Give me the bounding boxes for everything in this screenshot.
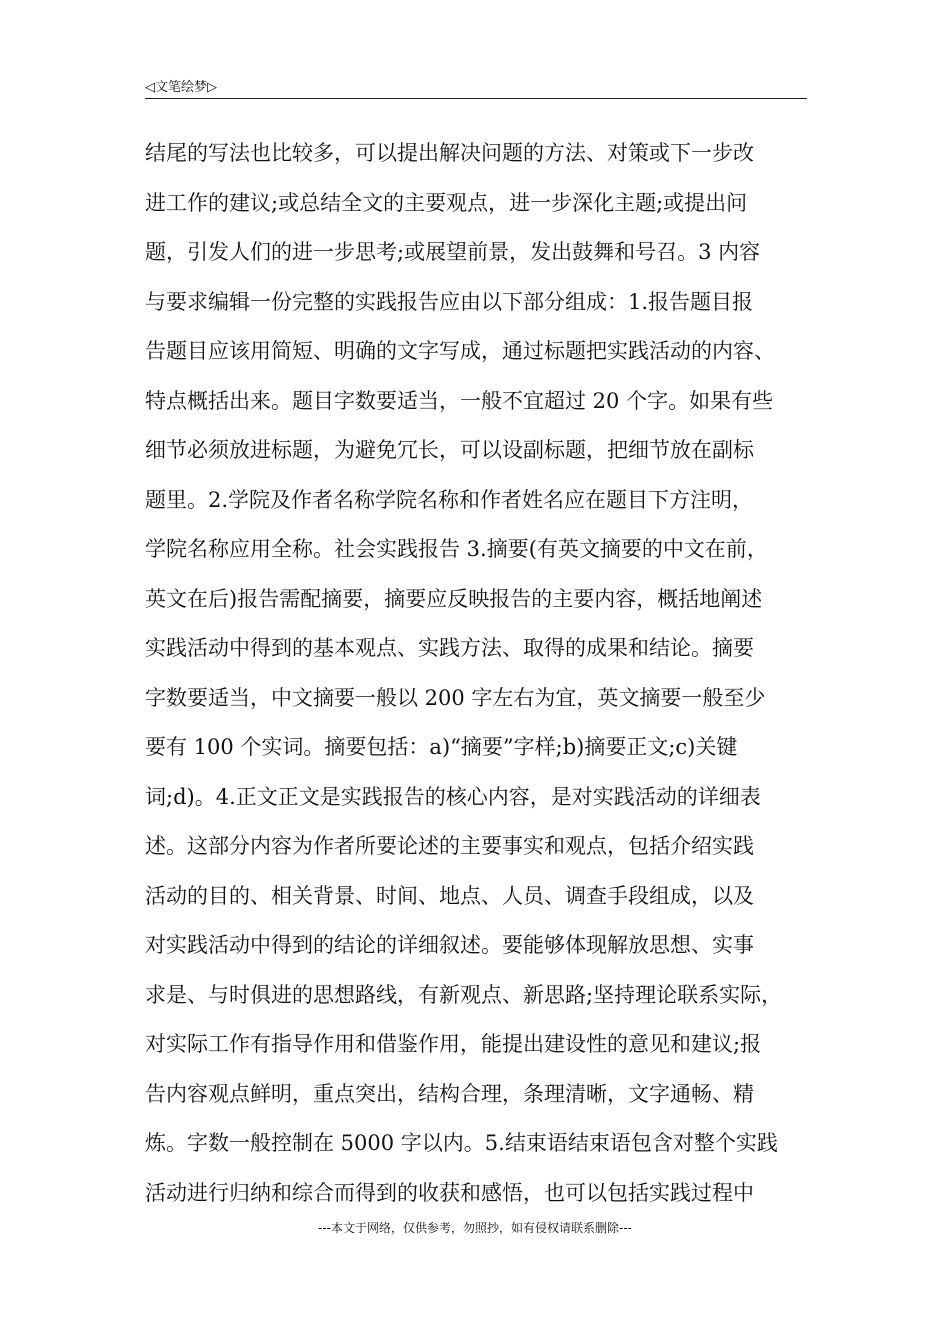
text-line: 告题目应该用简短、明确的文字写成，通过标题把实践活动的内容、 xyxy=(145,339,775,363)
text-line: 活动进行归纳和综合而得到的收获和感悟，也可以包括实践过程中 xyxy=(145,1180,754,1205)
page-header xyxy=(145,74,807,99)
header-title: ◁文笔绘梦▷ xyxy=(145,80,217,95)
text-line: 告内容观点鲜明，重点突出，结构合理，条理清晰，文字通畅、精 xyxy=(145,1081,754,1106)
text-line: 进工作的建议;或总结全文的主要观点，进一步深化主题;或提出问 xyxy=(145,190,748,215)
text-line: 词;d)。4.正文正文是实践报告的核心内容，是对实践活动的详细表 xyxy=(145,784,761,809)
text-line: 结尾的写法也比较多，可以提出解决问题的方法、对策或下一步改 xyxy=(145,141,754,165)
text-line: 对实践活动中得到的结论的详细叙述。要能够体现解放思想、实事 xyxy=(145,933,754,957)
text-line: 题里。2.学院及作者名称学院名称和作者姓名应在题目下方注明， xyxy=(145,487,754,512)
text-line: 英文在后)报告需配摘要，摘要应反映报告的主要内容，概括地阐述 xyxy=(145,586,763,611)
text-line: 与要求编辑一份完整的实践报告应由以下部分组成：1.报告题目报 xyxy=(145,289,754,314)
page-footer: ---本文于网络，仅供参考，勿照抄，如有侵权请联系删除--- xyxy=(318,1221,632,1235)
text-line: 题，引发人们的进一步思考;或展望前景，发出鼓舞和号召。3 内容 xyxy=(145,240,761,264)
text-line: 炼。字数一般控制在 5000 字以内。5.结束语结束语包含对整个实践 xyxy=(145,1131,778,1155)
text-line: 求是、与时俱进的思想路线，有新观点、新思路;坚持理论联系实际， xyxy=(145,982,783,1007)
text-line: 对实际工作有指导作用和借鉴作用，能提出建设性的意见和建议;报 xyxy=(145,1032,762,1056)
text-line: 特点概括出来。题目字数要适当，一般不宜超过 20 个字。如果有些 xyxy=(145,388,774,413)
text-line: 学院名称应用全称。社会实践报告 3.摘要(有英文摘要的中文在前， xyxy=(145,537,768,561)
document-body xyxy=(145,129,807,1218)
text-line: 实践活动中得到的基本观点、实践方法、取得的成果和结论。摘要 xyxy=(145,636,754,660)
text-line: 细节必须放进标题，为避免冗长，可以设副标题，把细节放在副标 xyxy=(145,438,754,462)
text-line: 活动的目的、相关背景、时间、地点、人员、调查手段组成，以及 xyxy=(145,883,754,908)
text-line: 述。这部分内容为作者所要论述的主要事实和观点，包括介绍实践 xyxy=(145,834,754,858)
text-line: 字数要适当，中文摘要一般以 200 字左右为宜，英文摘要一般至少 xyxy=(145,685,766,710)
text-line: 要有 100 个实词。摘要包括：a)“摘要”字样;b)摘要正文;c)关键 xyxy=(145,735,738,759)
